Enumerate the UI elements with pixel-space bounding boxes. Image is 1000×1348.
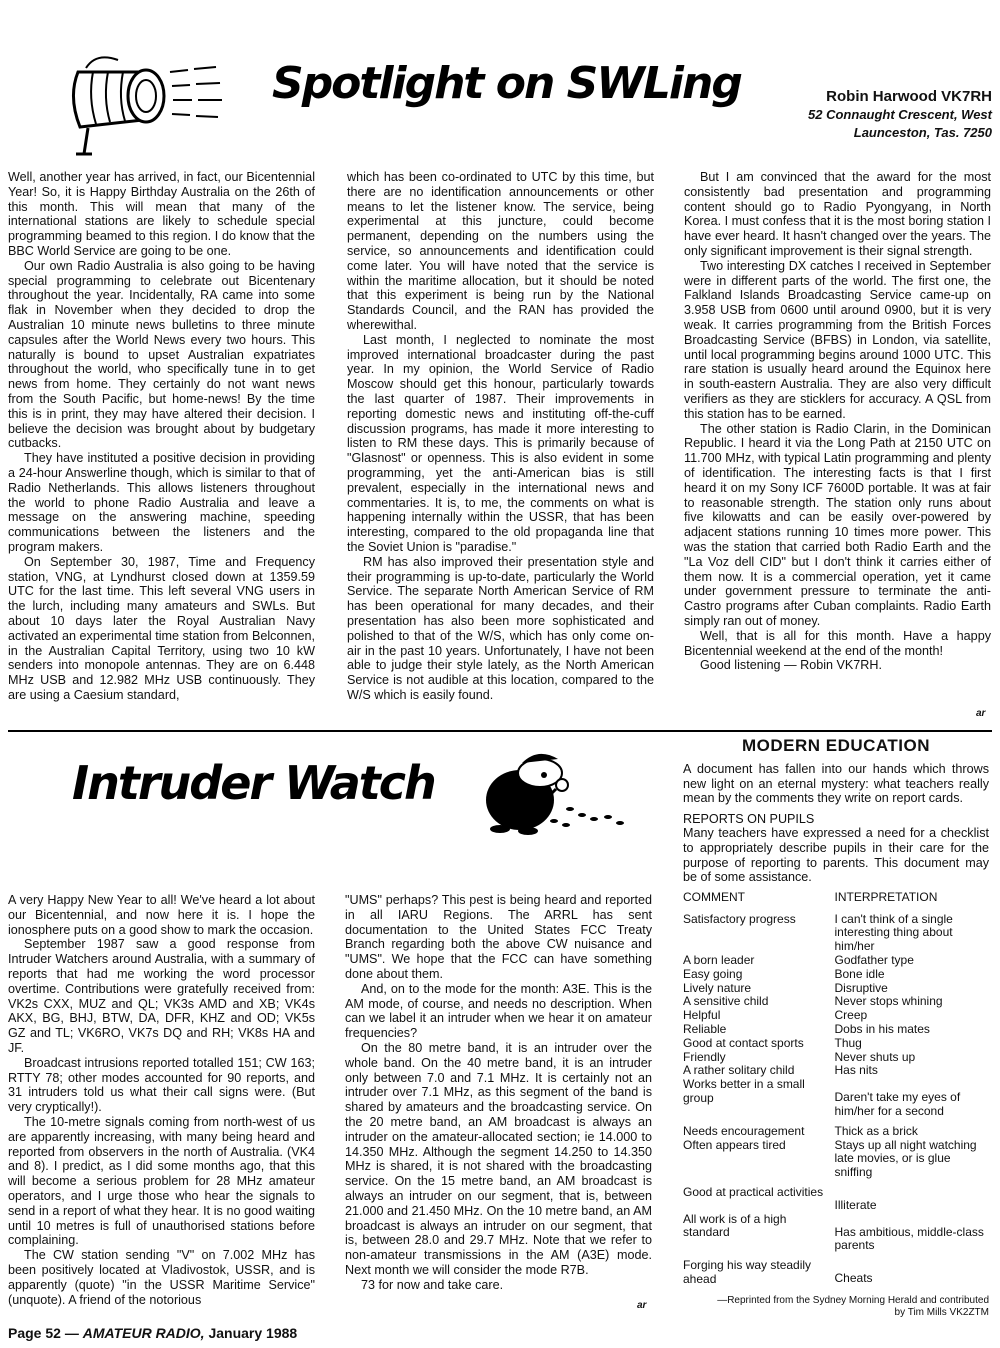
interpretation-cell: Bone idle — [834, 966, 885, 981]
comment-cell: Good at contact sports — [683, 1035, 804, 1050]
comment-cell: Good at practical activities — [683, 1184, 824, 1199]
comment-cell: All work is of a high standard — [683, 1211, 787, 1240]
reports-subhead: REPORTS ON PUPILS — [683, 811, 815, 826]
paragraph: Well, that is all for this month. Have a happy Bicentennial weekend at the end of the month! — [684, 628, 991, 658]
comment-cell: Needs encouragement — [683, 1123, 805, 1138]
table-row — [683, 913, 989, 954]
paragraph: RM has also improved their presentation style and their programming is up-to-date, particularly the World Service. The separate North American Service of RM has been operational for many decades, and their presentation has also been more sophisticated and polished to that of the W/S, which has only come on-air in the past 10 years. Unfortunately, I have not been able to judge their style lately, as the North American Service is not audible at this location, compared to the W/S which is easily found. — [347, 554, 654, 702]
spotlight-title: Spotlight on SWLing — [272, 58, 741, 109]
interpretation-cell: Creep — [834, 1008, 868, 1023]
table-row — [683, 1023, 989, 1037]
comment-cell: A born leader — [683, 952, 755, 967]
detective-illustration — [470, 745, 670, 845]
paragraph: Last month, I neglected to nominate the most improved international broadcaster during the past year. In my opinion, the World Service of Radio Moscow should get this honour, particularly towards the last quarter of 1987. Their improvements in reporting domestic news and instituting off-the-cuff discussion programs, has made it more interesting to listen to RM these days. This is primarily because of "Glasnost" or openness. This is also evident in some programming, yet the anti-American bias is still prevalent, especially in the international news and commentaries. It is, to me, the comments on what is happening internally within the USSR, that has been interesting, compared to the old propaganda line that the Soviet Union is "paradise." — [347, 332, 654, 554]
spotlight-column-3 — [684, 170, 991, 673]
table-row — [683, 1078, 989, 1119]
table-row — [683, 982, 989, 996]
comment-cell: Forging his way steadily ahead — [683, 1258, 812, 1287]
paragraph: They have instituted a positive decision in providing a 24-hour Answerline though, which is similar to that of Radio Netherlands. This allows listeners throughout the world to phone Radio Australia and leave a message on the answering machine, speeding communications between the listeners and the program makers. — [8, 451, 315, 554]
table-row — [683, 954, 989, 968]
comment-cell: Lively nature — [683, 980, 752, 995]
author-address-1: 52 Connaught Crescent, West — [808, 107, 992, 122]
interpretation-cell: Daren't take my eyes of him/her for a second — [834, 1090, 961, 1118]
modern-education-lead: Many teachers have expressed a need for a checklist to appropriately describe pupils in their care for the purpose of reporting to parents. This document may be of some assistance. — [683, 826, 989, 885]
paragraph: "UMS" perhaps? This pest is being heard and reported in all IARU Regions. The ARRL has sent documentation to the United States FCC Treaty Branch regarding both the above CW nuisance and "UMS". We hope that the FCC can have something done about them. — [345, 893, 652, 981]
table-row — [683, 1037, 989, 1051]
paragraph: 73 for now and take care. — [361, 1277, 504, 1292]
radio-speaker-icon — [48, 42, 238, 162]
interpretation-cell: Has nits — [834, 1063, 878, 1078]
paragraph: On September 30, 1987, Time and Frequency station, VNG, at Lyndhurst closed down at 1359.59 UTC for the last time. This left several VNG users in the lurch, including many amateurs and SWLs. But about 10 days later the Royal Australian Navy activated an experimental time station from Belconnen, in the Australian Capital Territory, using two 10 kW senders into monopole antennas. They are on 6.448 MHz USB and 12.982 MHz USB continuously. They are using a Caesium standard, — [8, 554, 315, 702]
table-row — [683, 1213, 989, 1254]
paragraph: The 10-metre signals coming from north-west of us are apparently increasing, with many being heard and reported from observers in the north of Australia. (VK4 and 8). I predict, as I did some months ago, that this will become a serious problem for 28 MHz amateur operators, and I urge those who hear the signals to send in a report of what they hear. It is no good waiting until 10 metres is full of unauthorised stations before complaining. — [8, 1114, 315, 1248]
paragraph: The other station is Radio Clarin, in the Dominican Republic. I heard it via the Long Path at 2150 UTC on 11.700 MHz, with typical Latin programming and plenty of identification. The interesting facts is that I first heard it on my Sony ICF 7600D portable. It was at fair to reasonable strength. The station only runs about five kilowatts and can be easily over-powered by adjacent stations running 10 times more power. This was the station that carried both Radio Earth and the "La Voz dell CID" but I don't think it carries either of them now. It is a commercial operation, yet it came under government pressure to terminate the anti-Castro programs after Cuban complaints. Radio Earth simply ran out of money. — [684, 421, 991, 628]
paragraph: But I am convinced that the award for the most consistently bad presentation and programming content should go to Radio Pyongyang, in North Korea. I must confess that it is the most boring station I have ever heard. It hasn't changed over the years. The only significant improvement is their signal strength. — [684, 170, 991, 258]
comment-cell: Friendly — [683, 1049, 726, 1064]
paragraph: A very Happy New Year to all! We've heard a lot about our Bicentennial, and now here it is. I hope the ionosphere puts on a good show to mark the occasion. — [8, 893, 315, 937]
paragraph: And, on to the mode for the month: A3E. This is the AM mode, of course, and needs no description. When can we label it an intruder when we hear it on amateur frequencies? — [345, 981, 652, 1041]
comment-cell: A sensitive child — [683, 994, 769, 1009]
comment-cell: Works better in a small group — [683, 1077, 805, 1105]
intruder-column-1 — [8, 893, 315, 1307]
comment-cell: Helpful — [683, 1008, 721, 1023]
credit-line-2: by Tim Mills VK2ZTM — [894, 1306, 989, 1318]
publication-name: AMATEUR RADIO, — [82, 1325, 205, 1341]
table-row — [683, 1186, 989, 1213]
comment-interpretation-table — [683, 891, 989, 1287]
table-row — [683, 1009, 989, 1023]
comment-cell: Often appears tired — [683, 1137, 786, 1152]
intruder-column-2 — [345, 893, 652, 1293]
paragraph: Broadcast intrusions reported totalled 151; CW 163; RTTY 78; other modes accounted for 90 reports, and 31 intruders told us what their call signs were. (But very cryptically!). — [8, 1055, 315, 1115]
interpretation-cell: Never stops whining — [834, 994, 943, 1009]
intruder-watch-title: Intruder Watch — [72, 756, 435, 810]
interpretation-cell: Illiterate — [834, 1197, 877, 1212]
page-footer — [8, 1325, 297, 1341]
paragraph: The CW station sending "V" on 7.002 MHz has been positively located at Vladivostok, USSR, and is apparently (quote) "in the USSR Maritime Service" (unquote). A friend of the notorious — [8, 1248, 315, 1307]
paragraph: On the 80 metre band, it is an intruder over the whole band. On the 40 metre band, it is an intruder only between 7.0 and 7.1 MHz. It is certainly not an intruder over 7.1 MHz, as this segment of the band is shared by amateurs and the broadcasting service. On the 20 metre band, an AM broadcast is always an intruder on the amateur-allocated section; ie 14.000 to 14.350 MHz. Although the segment 14.250 to 14.350 MHz is shared, it is not shared with the broadcasting service. On the 15 metre band, an AM broadcast is always an intruder on our segment, that is, between 21.000 and 21.450 MHz. On the 10 metre band, an AM broadcast is always an intruder on our segment, that is, between 28.0 and 29.7 MHz. Note that we refer to non-amateur transmissions in the AM (A3E) mode. Next month we will consider the mode R7B. — [345, 1040, 652, 1277]
issue-date: January 1988 — [208, 1325, 298, 1341]
comment-cell: Easy going — [683, 966, 743, 981]
modern-education-box — [683, 736, 989, 1319]
comment-cell: Reliable — [683, 1021, 727, 1036]
paragraph: Our own Radio Australia is also going to be having special programming to celebrate out Bicentenary throughout the year. Incidentally, RA came into some flak in November when they decided to drop the Australian 10 minute news bulletins to three minute capsules after the World News every two hours. This naturally is bound to upset Australian expatriates throughout the world, who specifically tune in to get news from home. They certainly do not want news from the South Pacific, but home-news! By the time this is in print, they may have altered their decision. I believe the decision was brought about by budgetary cutbacks. — [8, 258, 315, 451]
paragraph: September 1987 saw a good response from Intruder Watchers around Australia, with a summary of reports that had me working the word processor overtime. Contributions were gratefully received from: VK2s CXX, MUZ and QL; VK3s AMD and XB; VK4s AKX, BG, BHJ, BTW, DA, DFR, KHZ and OD; VK5s GZ and TL; VK6RO, VK7s DQ and RH; VK8s HA and JF. — [8, 937, 315, 1055]
table-row — [683, 1064, 989, 1078]
modern-education-title: MODERN EDUCATION — [741, 736, 931, 755]
detective-icon — [470, 745, 670, 845]
spotlight-column-2 — [347, 170, 654, 703]
sign-off: Good listening — Robin VK7RH. — [700, 658, 883, 673]
interpretation-cell: Thick as a brick — [834, 1123, 918, 1138]
interpretation-cell: Thug — [834, 1035, 862, 1050]
table-row — [683, 995, 989, 1009]
author-address-2: Launceston, Tas. 7250 — [853, 125, 992, 140]
spotlight-end-mark: ar — [976, 708, 986, 719]
author-name: Robin Harwood VK7RH — [826, 88, 992, 105]
credit-line-1: —Reprinted from the Sydney Morning Herald and contributed — [717, 1294, 989, 1306]
column-header-comment: COMMENT — [683, 889, 745, 904]
interpretation-cell: Disruptive — [834, 980, 888, 995]
paragraph: Two interesting DX catches I received in September were in different parts of the world. The first one, the Falkland Islands Broadcasting Service came-up on 3.958 USB from 0600 until around 0900, but it is very weak. It carries programming from the British Forces Broadcasting Service (BFBS) in London, via satellite, until local programming begins around 1000 UTC. This rare station is usually heard around the Equinox here in south-eastern Australia. They are also very difficult verifiers as they are sticklers for accuracy. A QSL from this station has to be earned. — [684, 258, 991, 421]
paragraph: Well, another year has arrived, in fact, our Bicentennial Year! So, it is Happy Birthday Australia on the 26th of this month. This will mean that many of the international stations are likely to schedule special programming beamed to this region. I do know that the BBC World Service are going to be one. — [8, 170, 315, 258]
table-row — [683, 1139, 989, 1180]
comment-cell: A rather solitary child — [683, 1063, 795, 1078]
spotlight-column-1 — [8, 170, 315, 703]
interpretation-cell: Never shuts up — [834, 1049, 916, 1064]
column-header-interpretation: INTERPRETATION — [834, 889, 938, 904]
table-row — [683, 1259, 989, 1287]
interpretation-cell: Cheats — [834, 1271, 873, 1286]
table-row — [683, 1125, 989, 1139]
interpretation-cell: I can't think of a single interesting thing about him/her — [834, 911, 953, 954]
section-divider — [8, 730, 992, 732]
author-block — [792, 88, 992, 142]
interpretation-cell: Stays up all night watching late movies, or is glue sniffing — [834, 1137, 977, 1180]
radio-illustration — [48, 42, 238, 162]
modern-education-intro: A document has fallen into our hands which throws new light on an eternal mystery: what teachers really mean by the comments they write on report cards. — [683, 762, 989, 806]
paragraph: which has been co-ordinated to UTC by this time, but there are no identification announcements or other means to let the listener know. The service, being experimental at this juncture, could become permanent, depending on the numbers using the service, so announcements and identification could come later. You will have noted that the service is within the maritime allocation, but it should be noted that this experiment is being run by the National Standards Council, and the RAN has provided the wherewithal. — [347, 170, 654, 332]
interpretation-cell: Dobs in his mates — [834, 1021, 930, 1036]
table-row — [683, 1051, 989, 1065]
comment-cell: Satisfactory progress — [683, 911, 796, 926]
page-number: Page 52 — — [8, 1325, 79, 1341]
table-header — [683, 891, 989, 905]
intruder-end-mark: ar — [637, 1300, 647, 1311]
interpretation-cell: Has ambitious, middle-class parents — [834, 1224, 984, 1253]
table-row — [683, 968, 989, 982]
reprint-credit — [683, 1295, 989, 1319]
interpretation-cell: Godfather type — [834, 952, 914, 967]
